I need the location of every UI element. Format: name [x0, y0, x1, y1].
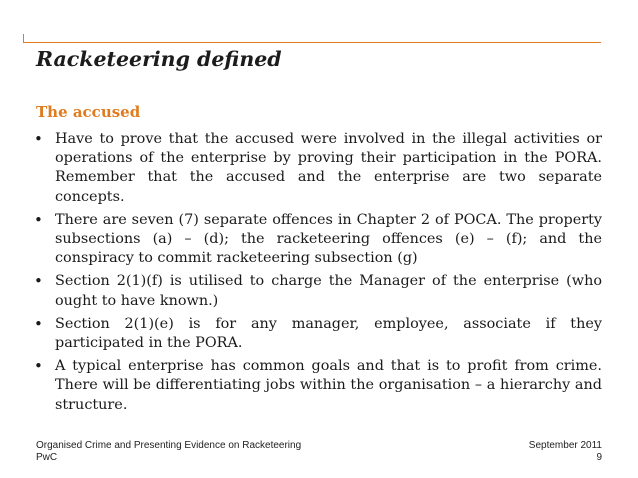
bullet-marker: •	[34, 314, 43, 333]
bullet-item	[34, 315, 602, 353]
bullet-item	[34, 272, 602, 310]
slide-title: Racketeering defined	[36, 47, 282, 71]
bullet-text: Section 2(1)(e) is for any manager, employee, associate if they participated in the PORA.	[55, 315, 602, 352]
bullet-item	[34, 357, 602, 415]
bullet-text: A typical enterprise has common goals and that is to profit from crime. There will be differentiating jobs within the organisation – a hierarchy and structure.	[55, 358, 602, 413]
bullet-text: There are seven (7) separate offences in Chapter 2 of POCA. The property subsections (a) – (d); the racketeering offences (e) – (f); and the conspiracy to commit racketeering subsection (g)	[55, 211, 602, 267]
header-rule	[23, 42, 601, 43]
bullet-marker: •	[34, 272, 43, 291]
footer-company: PwC	[36, 452, 58, 463]
footer-page-number: 9	[596, 452, 602, 463]
bullet-list	[34, 130, 602, 419]
footer-presentation-title: Organised Crime and Presenting Evidence on Racketeering	[36, 440, 302, 451]
section-heading: The accused	[36, 103, 141, 121]
bullet-text: Section 2(1)(f) is utilised to charge the Manager of the enterprise (who ought to have known.)	[55, 273, 602, 309]
bullet-item	[34, 130, 602, 207]
bullet-item	[34, 211, 602, 269]
bullet-marker: •	[34, 210, 43, 229]
slide-footer	[36, 440, 602, 464]
bullet-marker: •	[34, 357, 43, 376]
bullet-text: Have to prove that the accused were involved in the illegal activities or operations of the enterprise by proving their participation in the PORA. Remember that the accused and the enterprise are two separate concepts.	[55, 131, 602, 205]
footer-date: September 2011	[528, 440, 602, 451]
bullet-marker: •	[34, 130, 43, 148]
